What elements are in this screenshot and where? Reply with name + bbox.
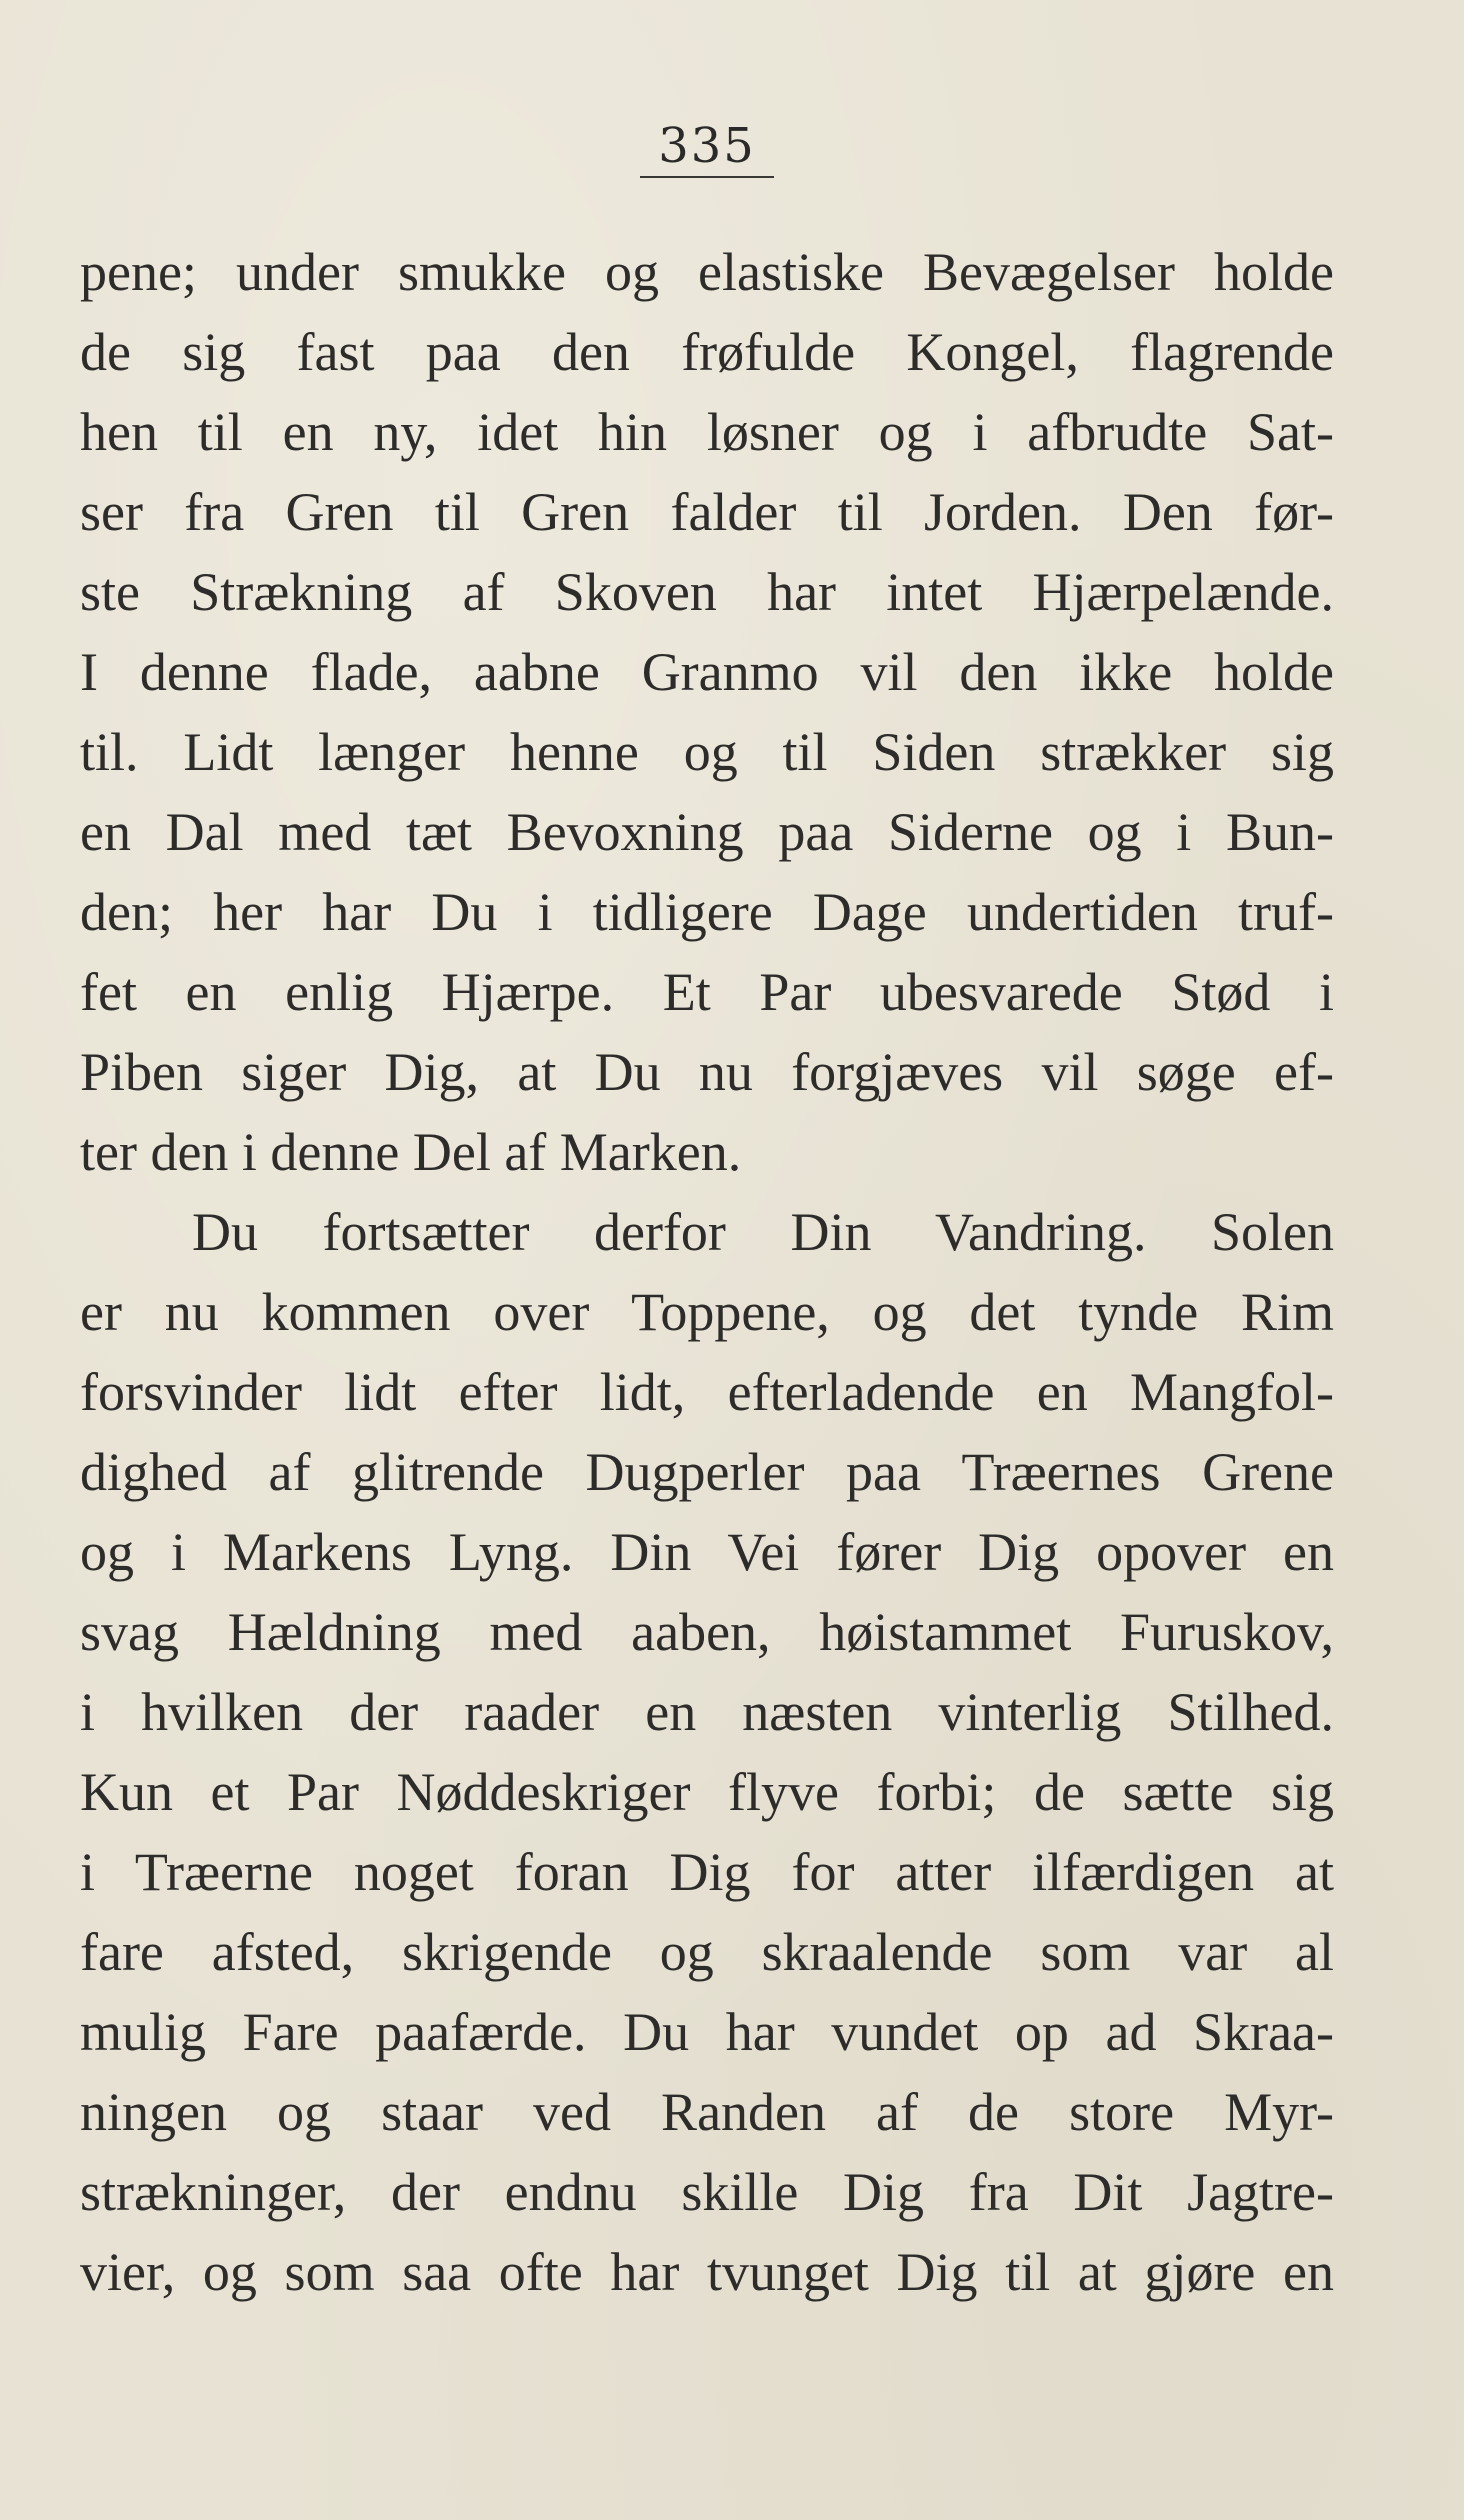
text-line: strækninger, der endnu skille Dig fra Dit Jagtre- [80, 2162, 1334, 2222]
paragraph-end-line: ter den i denne Del af Marken. [80, 1122, 742, 1182]
text-line: forsvinder lidt efter lidt, efterladende en Mangfol- [80, 1362, 1334, 1422]
text-line: Kun et Par Nøddeskriger flyve forbi; de sætte sig [80, 1762, 1334, 1822]
paragraph-start-line: Du fortsætter derfor Din Vandring. Solen [192, 1202, 1334, 1262]
text-line: vier, og som saa ofte har tvunget Dig til at gjøre en [80, 2242, 1334, 2302]
text-line: fare afsted, skrigende og skraalende som var al [80, 1922, 1334, 1982]
text-line: ser fra Gren til Gren falder til Jorden. Den før- [80, 482, 1334, 542]
text-line: i hvilken der raader en næsten vinterlig Stilhed. [80, 1682, 1334, 1742]
text-line: Piben siger Dig, at Du nu forgjæves vil søge ef- [80, 1042, 1334, 1102]
text-line: en Dal med tæt Bevoxning paa Siderne og i Bun- [80, 802, 1334, 862]
text-line: til. Lidt længer henne og til Siden strækker sig [80, 722, 1334, 782]
text-line: I denne flade, aabne Granmo vil den ikke holde [80, 642, 1334, 702]
text-line: den; her har Du i tidligere Dage undertiden truf- [80, 882, 1334, 942]
text-line: de sig fast paa den frøfulde Kongel, flagrende [80, 322, 1334, 382]
text-line: svag Hældning med aaben, høistammet Furuskov, [80, 1602, 1334, 1662]
text-line: og i Markens Lyng. Din Vei fører Dig opover en [80, 1522, 1334, 1582]
body-text [80, 232, 1334, 2312]
text-line: pene; under smukke og elastiske Bevægelser holde [80, 242, 1334, 302]
text-line: mulig Fare paafærde. Du har vundet op ad Skraa- [80, 2002, 1334, 2062]
text-line: i Træerne noget foran Dig for atter ilfærdigen at [80, 1842, 1334, 1902]
text-line: er nu kommen over Toppene, og det tynde Rim [80, 1282, 1334, 1342]
text-line: hen til en ny, idet hin løsner og i afbrudte Sat- [80, 402, 1334, 462]
text-line: dighed af glitrende Dugperler paa Træernes Grene [80, 1442, 1334, 1502]
text-line: ste Strækning af Skoven har intet Hjærpelænde. [80, 562, 1334, 622]
page-number: 335 [640, 116, 774, 178]
text-line: fet en enlig Hjærpe. Et Par ubesvarede Stød i [80, 962, 1334, 1022]
text-line: ningen og staar ved Randen af de store Myr- [80, 2082, 1334, 2142]
